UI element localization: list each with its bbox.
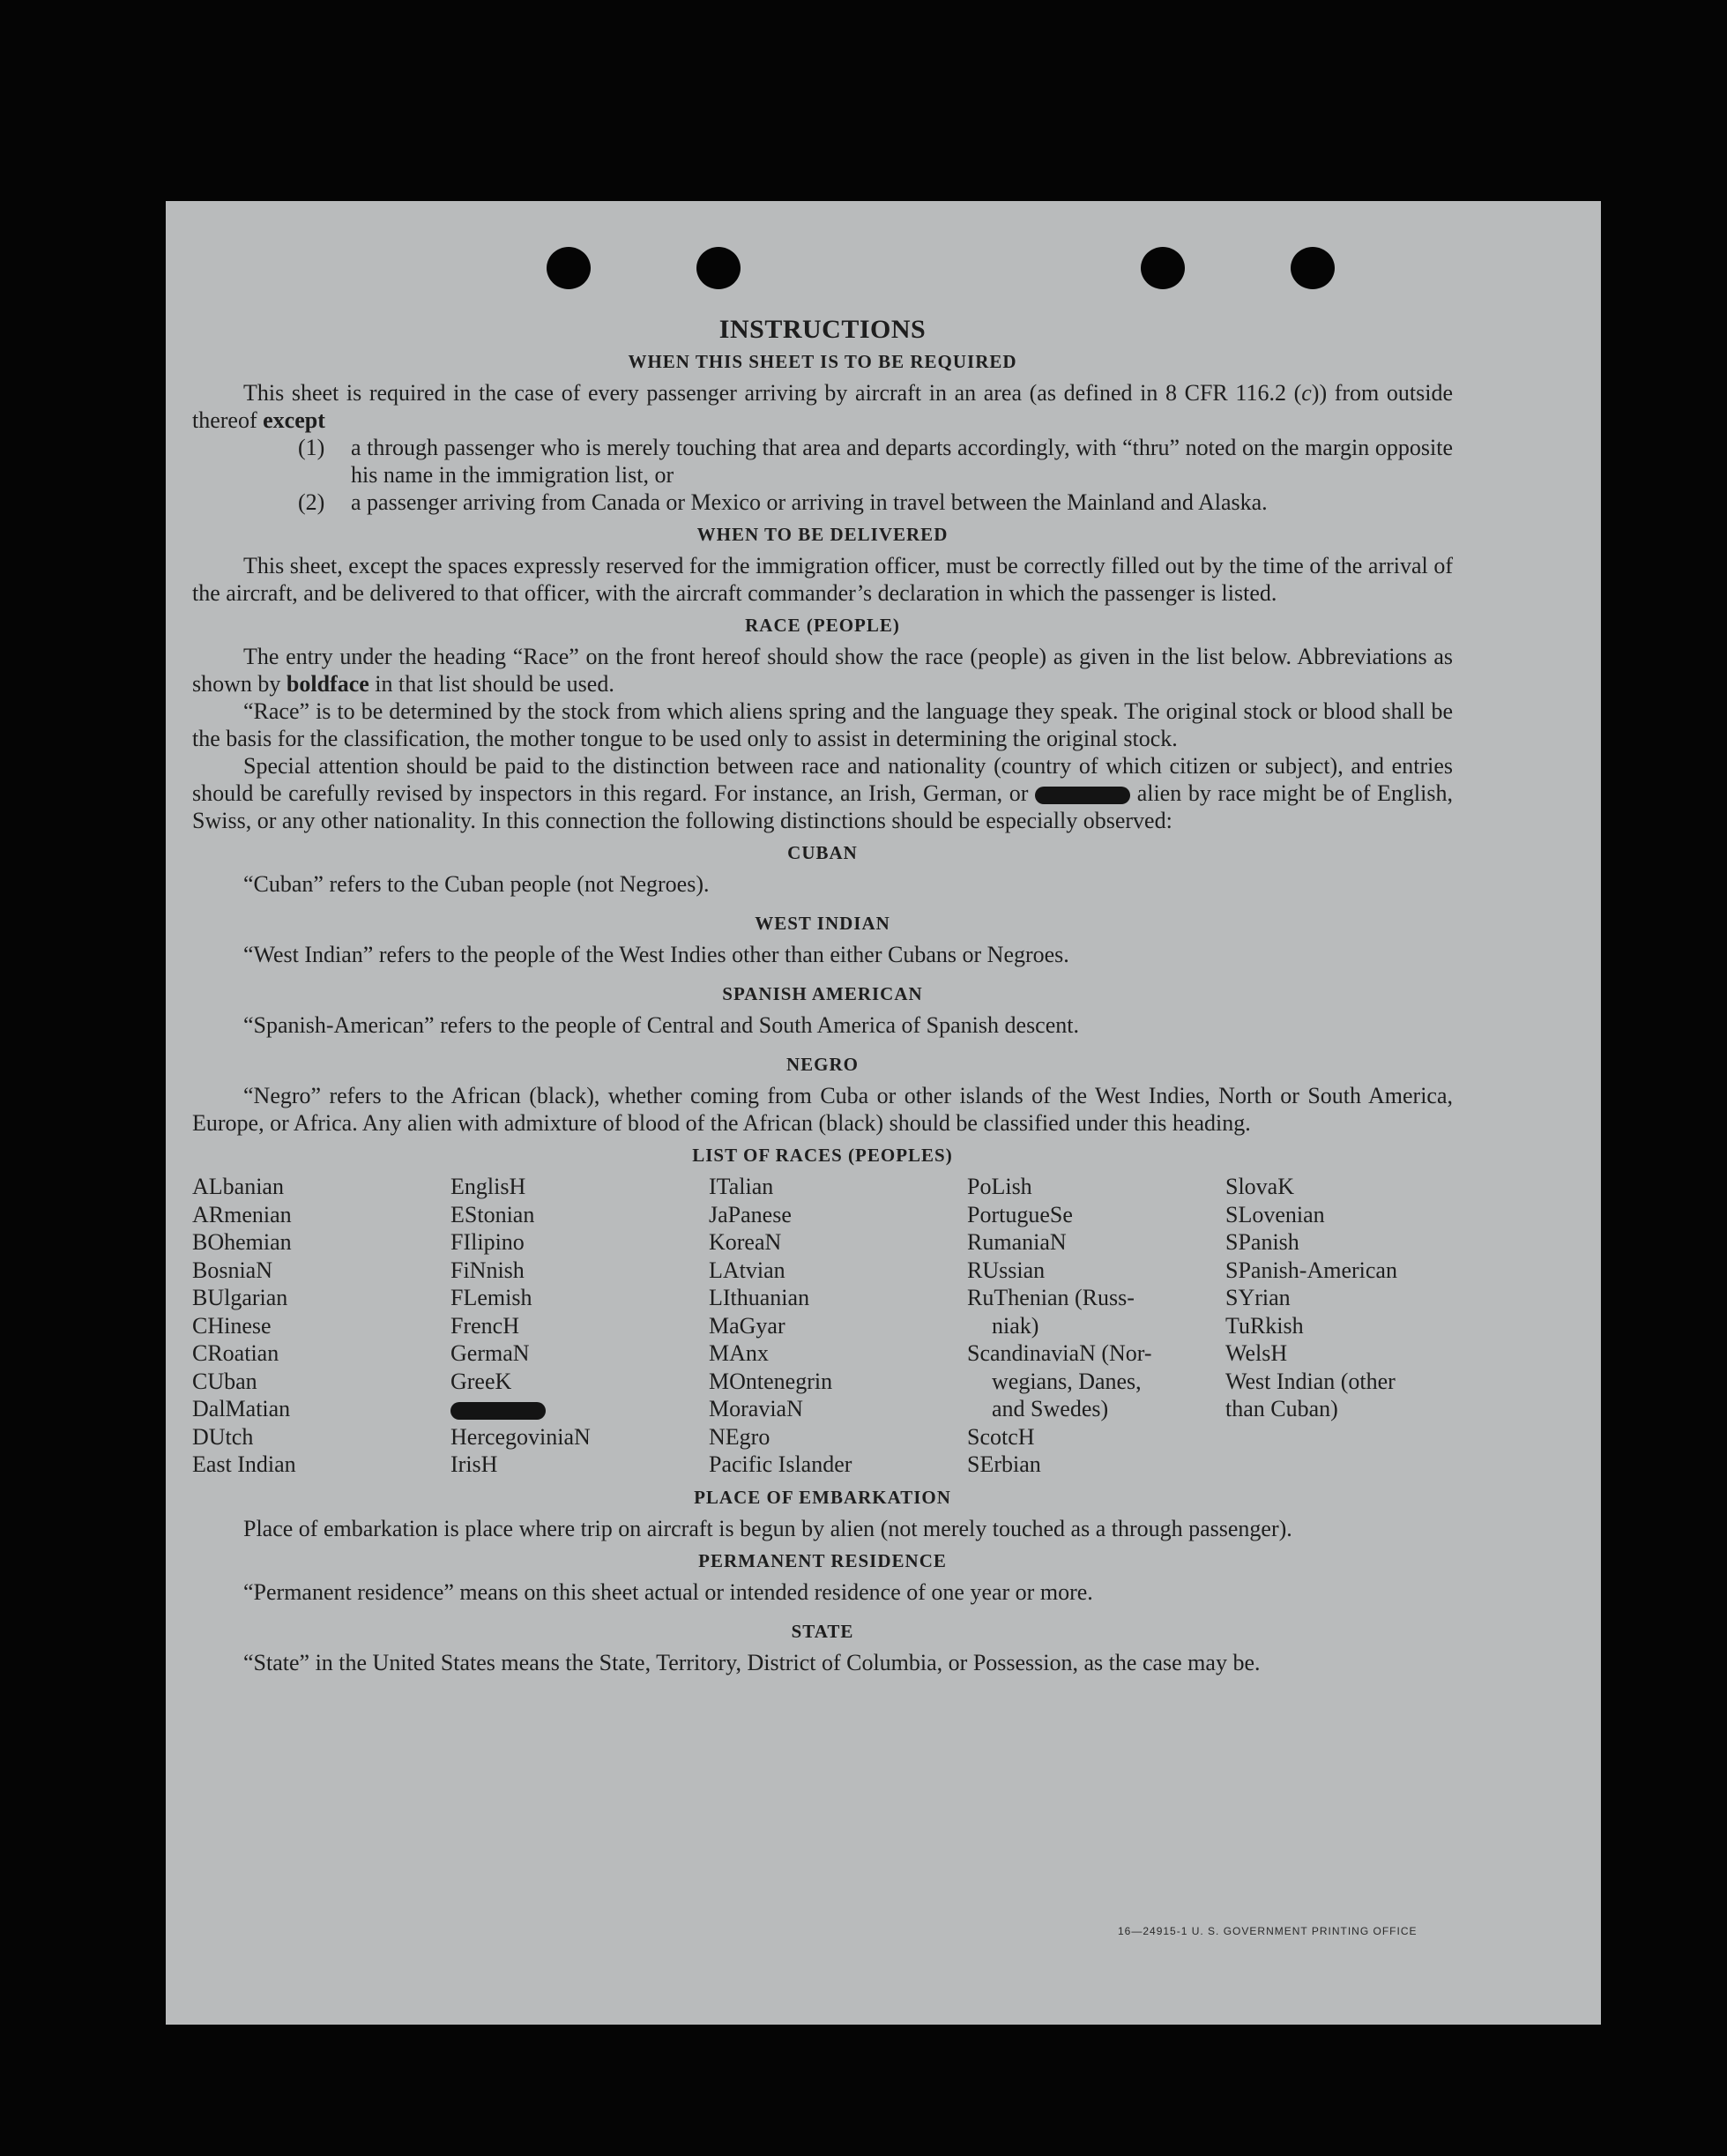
race-item: EStonian [450,1201,535,1227]
punch-hole [547,247,591,289]
race-item: PortugueSe [967,1201,1073,1227]
race-item: niak) [992,1312,1039,1339]
form-code: 16—24915-1 U. S. GOVERNMENT PRINTING OFFICE [1118,1925,1418,1937]
race-item: SlovaK [1225,1174,1294,1199]
race-item: LAtvian [709,1257,785,1283]
race-item: TuRkish [1225,1312,1304,1339]
race-item: GermaN [450,1340,530,1366]
document-page [166,201,1601,2025]
heading-cuban: CUBAN [787,842,858,863]
race-item: RUssian [967,1257,1046,1283]
redaction-mark [450,1395,709,1423]
race-item: RuThenian (Russ- [967,1285,1135,1310]
race-paragraph: The entry under the heading “Race” on the front hereof should show the race (people) as given in the list below. Abbreviations as shown by boldface in that list should be used. [192,644,1453,697]
race-item: EnglisH [450,1174,526,1199]
page-title: INSTRUCTIONS [718,315,927,344]
redaction-mark [1035,787,1130,804]
race-column [1225,1173,1453,1479]
race-item: SErbian [967,1451,1041,1477]
heading-state: STATE [791,1620,854,1642]
race-item: wegians, Danes, [992,1368,1142,1394]
heading-required: WHEN THIS SHEET IS TO BE REQUIRED [628,351,1017,372]
race-item: ALbanian [192,1174,284,1199]
race-item: SLovenian [1225,1201,1325,1227]
race-item: FrencH [450,1312,519,1339]
race-item: MoraviaN [709,1396,803,1421]
required-intro: This sheet is required in the case of every passenger arriving by aircraft in an area (as defined in 8 CFR 116.2 (c)) from outside thereof except [192,380,1453,433]
state-text: “State” in the United States means the State, Territory, District of Columbia, or Possession, as the case may be. [243,1649,1261,1675]
heading-spanish-american: SPANISH AMERICAN [722,983,923,1004]
heading-negro: NEGRO [785,1054,859,1075]
race-item: IrisH [450,1451,498,1477]
race-item: SYrian [1225,1285,1291,1310]
race-item: ARmenian [192,1201,292,1227]
residence-text: “Permanent residence” means on this sheet actual or intended residence of one year or more. [243,1578,1093,1605]
race-paragraph: Special attention should be paid to the distinction between race and nationality (country of which citizen or subject), and entries should be carefully revised by inspectors in this regard. For instance, an Irish, German, or alien by race might be of English, Swiss, or any other nationality. In this connection the following distinctions should be especially observed: [192,753,1454,833]
race-item: MAnx [709,1340,769,1366]
race-item: ScandinaviaN (Nor- [967,1340,1152,1366]
spanish-american-text: “Spanish-American” refers to the people of Central and South America of Spanish descent. [243,1012,1079,1038]
race-paragraph: “Race” is to be determined by the stock from which aliens spring and the language they speak. The original stock or blood shall be the basis for the classification, the mother tongue to be used only to assist in determining the original stock. [192,698,1453,751]
punch-hole [696,247,741,289]
race-column [709,1173,967,1479]
race-item: CUban [192,1368,257,1394]
race-item: ITalian [709,1174,774,1199]
heading-delivered: WHEN TO BE DELIVERED [696,524,949,545]
heading-list-of-races: LIST OF RACES (PEOPLES) [692,1145,953,1166]
race-item: and Swedes) [992,1396,1109,1421]
race-item: MOntenegrin [709,1368,833,1394]
punch-hole [1141,247,1185,289]
punch-hole [1291,247,1335,289]
race-item: WelsH [1225,1340,1288,1366]
race-item: NEgro [709,1423,770,1450]
race-column [192,1173,450,1479]
race-item: DalMatian [192,1396,291,1421]
race-item: HercegoviniaN [450,1423,591,1450]
race-item: PoLish [967,1174,1032,1199]
race-item: BOhemian [192,1229,292,1255]
race-item: ScotcH [967,1423,1035,1450]
heading-west-indian: WEST INDIAN [755,913,890,934]
race-item: SPanish [1225,1229,1299,1255]
race-item: BUlgarian [192,1285,288,1310]
race-item: RumaniaN [967,1229,1067,1255]
race-item: KoreaN [709,1229,782,1255]
heading-embarkation: PLACE OF EMBARKATION [694,1486,951,1508]
instructions-body [192,316,1453,1676]
race-item: CRoatian [192,1340,279,1366]
race-item: LIthuanian [709,1285,810,1310]
race-item: SPanish-American [1225,1257,1397,1283]
race-list [192,1173,1453,1479]
redaction-mark [450,1402,546,1420]
race-item: FiNnish [450,1257,525,1283]
delivered-text: This sheet, except the spaces expressly reserved for the immigration officer, must be correctly filled out by the time of the arrival of the aircraft, and be delivered to that officer, with the aircraft commander’s declaration in which the passenger is listed. [192,553,1453,606]
race-item: BosniaN [192,1257,272,1283]
race-item: CHinese [192,1312,272,1339]
race-item: Pacific Islander [709,1451,852,1477]
heading-residence: PERMANENT RESIDENCE [698,1549,947,1571]
race-item: FLemish [450,1285,532,1310]
race-item: MaGyar [709,1312,785,1339]
race-item: West Indian (other [1225,1368,1396,1394]
race-column [450,1173,709,1479]
west-indian-text: “West Indian” refers to the people of the West Indies other than either Cubans or Negroes. [243,942,1069,967]
exception-item: (1) a through passenger who is merely touching that area and departs accordingly, with “thru” noted on the margin opposite his name in the immigration list, or [298,435,1453,488]
race-item: than Cuban) [1225,1396,1338,1421]
race-item: East Indian [192,1451,296,1477]
negro-text: “Negro” refers to the African (black), whether coming from Cuba or other islands of the West Indies, North or South America, Europe, or Africa. Any alien with admixture of blood of the African (black) should be classified under this heading. [192,1083,1453,1136]
race-item: JaPanese [709,1201,792,1227]
heading-race: RACE (PEOPLE) [745,615,900,636]
exception-item: (2) a passenger arriving from Canada or Mexico or arriving in travel between the Mainland and Alaska. [298,489,1268,515]
race-column [967,1173,1225,1479]
race-item: FIlipino [450,1229,525,1255]
race-item: DUtch [192,1423,254,1450]
embarkation-text: Place of embarkation is place where trip on aircraft is begun by alien (not merely touched as a through passenger). [243,1515,1292,1541]
race-item: GreeK [450,1368,512,1394]
cuban-text: “Cuban” refers to the Cuban people (not Negroes). [243,871,710,897]
